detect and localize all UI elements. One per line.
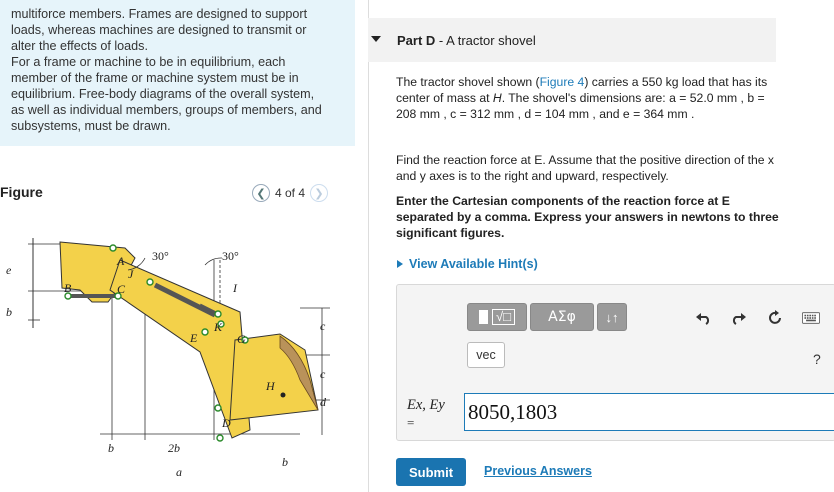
- figure-heading: Figure: [0, 184, 43, 200]
- figure-dimension-label: b: [6, 305, 12, 319]
- answer-instruction: Enter the Cartesian components of the reaction force at E separated by a comma. Express your answers in newtons to three significant figures.: [396, 194, 779, 240]
- panel-divider: [368, 0, 369, 492]
- editor-actions: [694, 309, 820, 327]
- answer-input[interactable]: 8050,1803: [464, 393, 834, 431]
- figure-point-label: E: [190, 331, 198, 345]
- shovel-dimensions: a = 52.0 mm , b = 208 mm , c = 312 mm , d = 104 mm , and e = 364 mm .: [396, 91, 765, 121]
- previous-answers-link[interactable]: Previous Answers: [484, 464, 592, 478]
- question-instruction: Find the reaction force at E. Assume that the positive direction of the x and y axes is to the right and upward, respectively.: [396, 153, 775, 183]
- figure-point-label: B: [64, 281, 72, 295]
- answer-box: [396, 284, 834, 441]
- next-figure-button[interactable]: [310, 184, 328, 202]
- vec-button[interactable]: vec: [467, 342, 505, 368]
- figure-point-label: J: [128, 267, 134, 281]
- intro-line: alter the effects of loads.: [11, 39, 148, 53]
- point-h: H: [492, 91, 502, 105]
- figure-dimension-label: c: [320, 319, 326, 333]
- chevron-left-icon: ❮: [256, 187, 266, 200]
- intro-line: as well as individual members, groups of members, and: [11, 103, 322, 117]
- math-toolbar: [467, 303, 627, 331]
- answer-variables: Ex, Ey: [407, 397, 445, 413]
- templates-button[interactable]: [467, 303, 527, 331]
- reset-icon[interactable]: [766, 309, 784, 327]
- undo-icon[interactable]: [694, 309, 712, 327]
- figure-dimension-label: b: [108, 441, 114, 455]
- view-hints-link[interactable]: [397, 257, 538, 271]
- caret-down-icon: [371, 36, 381, 42]
- equals-sign: =: [407, 415, 415, 430]
- answer-field-label: [407, 397, 445, 431]
- previous-figure-button[interactable]: [252, 184, 270, 202]
- intro-line: equilibrium. Free-body diagrams of the overall system,: [11, 87, 315, 101]
- figure-point-label: H: [266, 379, 275, 393]
- figure-point-label: K: [214, 320, 223, 334]
- part-d-header[interactable]: [368, 18, 776, 62]
- figure-point-label: A: [117, 254, 125, 268]
- submit-button[interactable]: Submit: [396, 458, 466, 486]
- figure-dimension-label: d: [320, 395, 326, 409]
- figure-point-label: C: [117, 282, 126, 296]
- part-name: A tractor shovel: [446, 33, 536, 48]
- intro-line: For a frame or machine to be in equilibrium, each: [11, 55, 286, 69]
- figure-point-label: G: [237, 332, 246, 346]
- keyboard-icon[interactable]: [802, 309, 820, 327]
- part-title: Part D - A tractor shovel: [397, 33, 536, 48]
- figure-angle-label: 30°: [222, 249, 239, 263]
- figure-dimension-label: b: [282, 455, 288, 469]
- greek-symbols-button[interactable]: ΑΣφ: [530, 303, 594, 331]
- view-hints-label: View Available Hint(s): [409, 257, 538, 271]
- figure-dimension-label: c: [320, 367, 326, 381]
- intro-line: multiforce members. Frames are designed to support: [11, 7, 308, 21]
- chevron-right-icon: ❯: [314, 187, 324, 200]
- template-box-icon: [479, 310, 488, 324]
- caret-right-icon: [397, 260, 403, 268]
- redo-icon[interactable]: [730, 309, 748, 327]
- figure-point-label: I: [233, 281, 237, 295]
- radical-icon: √□: [492, 309, 515, 325]
- figure-point-label: D: [222, 416, 231, 430]
- part-label: Part D: [397, 33, 436, 48]
- figure-dimension-label: e: [6, 263, 12, 277]
- figure-page-indicator: 4 of 4: [275, 186, 306, 200]
- figure-pager: [252, 184, 328, 202]
- question-text: The tractor shovel shown (Figure 4) carries a 550 kg load that has its center of mass at H. The shovel's dimensions are: a = 52.0 mm , b = 208 mm , c = 312 mm , d = 104 mm , and e = 364 mm .: [396, 75, 768, 121]
- intro-line: subsystems, must be drawn.: [11, 119, 171, 133]
- figure-dimension-label: 2b: [168, 441, 180, 455]
- vector-arrows-button[interactable]: ↓↑: [597, 303, 627, 331]
- figure-angle-label: 30°: [152, 249, 169, 263]
- intro-line: member of the frame or machine system must be in: [11, 71, 299, 85]
- help-button[interactable]: ?: [813, 351, 821, 367]
- figure-link[interactable]: Figure 4: [539, 75, 585, 89]
- intro-line: loads, whereas machines are designed to transmit or: [11, 23, 307, 37]
- figure-dimension-label: a: [176, 465, 182, 479]
- tractor-shovel-figure: [0, 230, 355, 492]
- intro-text-box: [0, 0, 355, 146]
